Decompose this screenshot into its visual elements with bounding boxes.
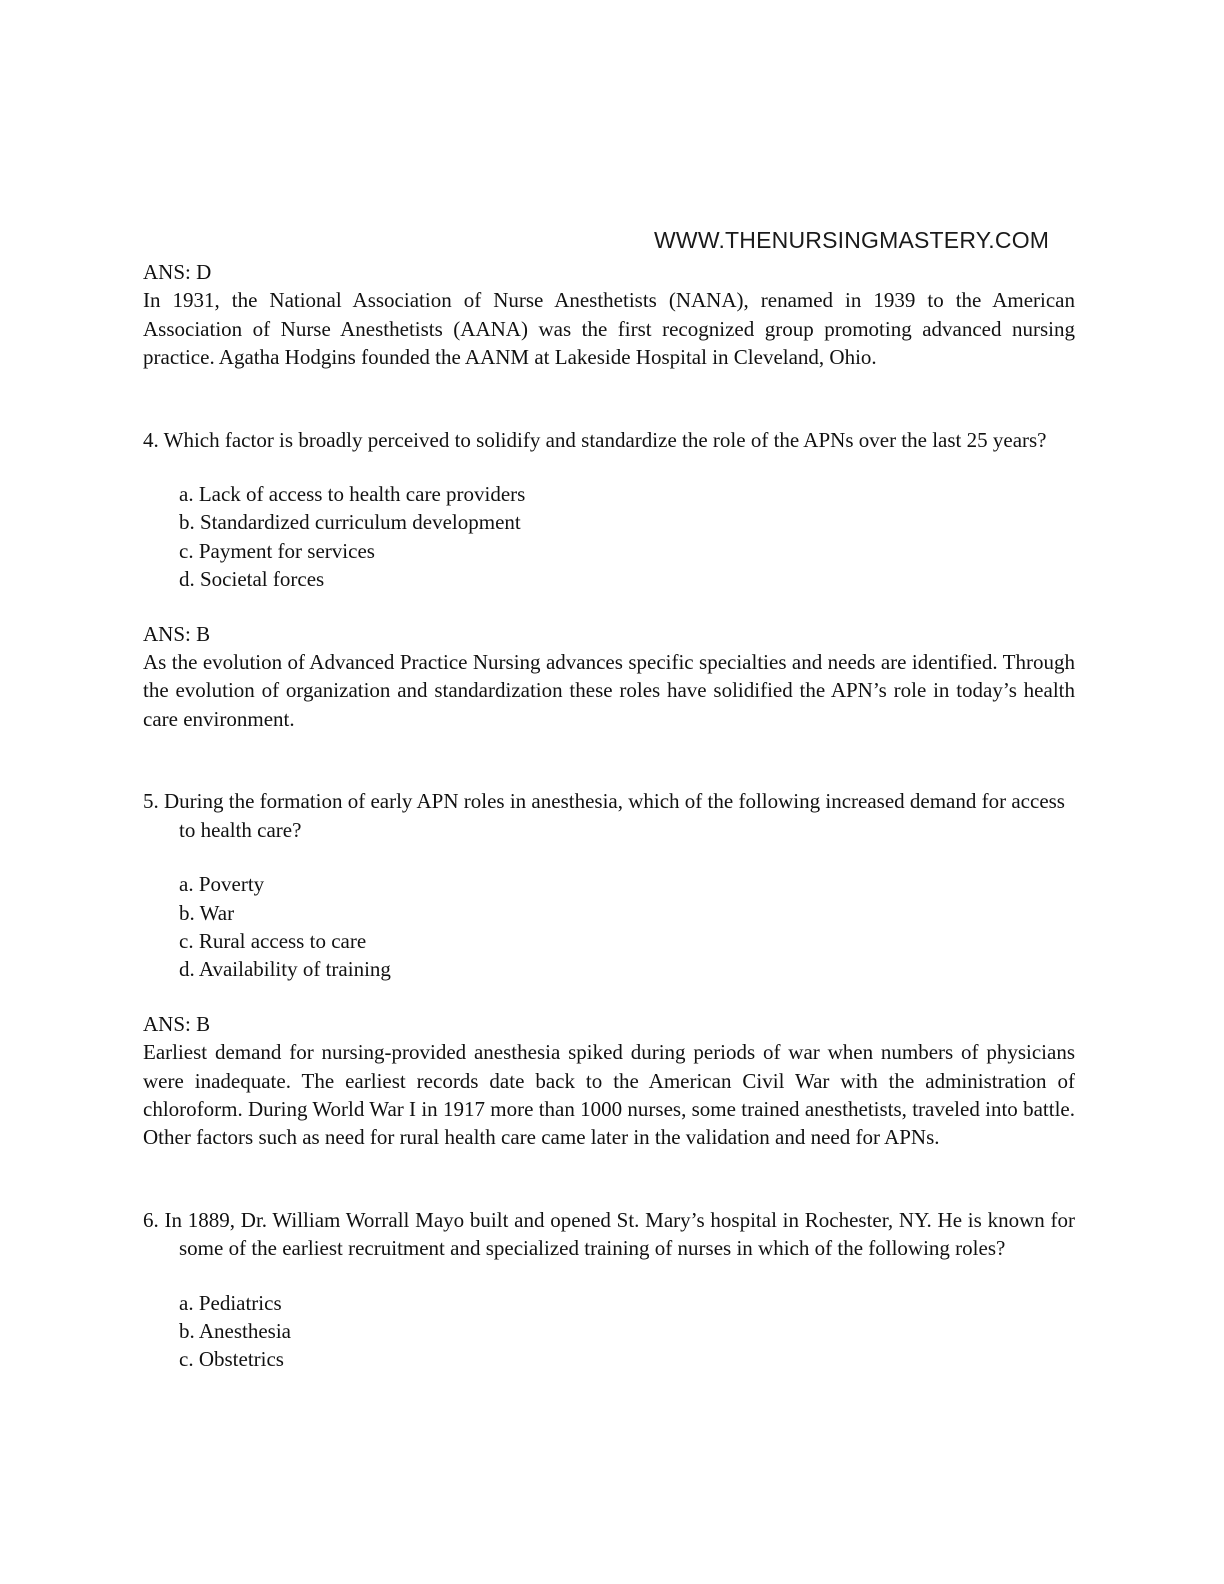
answer-label: ANS: B	[143, 621, 211, 646]
answer-label: ANS: B	[143, 1011, 211, 1036]
document-body	[143, 258, 1075, 1374]
question-5	[143, 787, 1075, 1151]
question-stem: 4. Which factor is broadly perceived to solidify and standardize the role of the APNs over the last 25 years?	[143, 427, 1047, 452]
option-c: c. Payment for services	[179, 538, 375, 563]
option-d: d. Availability of training	[179, 957, 391, 982]
option-list	[143, 480, 1075, 594]
option-a: a. Pediatrics	[179, 1290, 282, 1315]
answer-label: ANS: D	[143, 260, 212, 284]
option-list	[143, 1289, 1075, 1374]
question-4	[143, 426, 1075, 734]
answer-rationale: Earliest demand for nursing-provided anesthesia spiked during periods of war when numbers of physicians were inadequate. The earliest records date back to the American Civil War with the administration of chloroform. During World War I in 1917 more than 1000 nurses, some trained anesthetists, traveled into battle. Other factors such as need for rural health care came later in the validation and need for APNs.	[143, 1040, 1075, 1150]
option-b: b. Anesthesia	[179, 1318, 291, 1343]
answer-block-q3	[143, 258, 1075, 372]
answer-rationale: As the evolution of Advanced Practice Nursing advances specific specialties and needs are identified. Through the evolution of organization and standardization these roles have solidified the APN’s role in today’s health care environment.	[143, 650, 1075, 731]
option-b: b. War	[179, 900, 235, 925]
answer-rationale: In 1931, the National Association of Nurse Anesthetists (NANA), renamed in 1939 to the American Association of Nurse Anesthetists (AANA) was the first recognized group promoting advanced nursing practice. Agatha Hodgins founded the AANM at Lakeside Hospital in Cleveland, Ohio.	[143, 288, 1075, 370]
option-d: d. Societal forces	[179, 567, 325, 592]
question-stem: 5. During the formation of early APN roles in anesthesia, which of the following increased demand for access to health care?	[143, 789, 1065, 842]
option-a: a. Poverty	[179, 872, 265, 897]
question-6	[143, 1206, 1075, 1374]
question-stem: 6. In 1889, Dr. William Worrall Mayo built and opened St. Mary’s hospital in Rochester, NY. He is known for some of the earliest recruitment and specialized training of nurses in which of the following roles?	[143, 1207, 1075, 1261]
option-c: c. Rural access to care	[179, 928, 367, 953]
option-list	[143, 870, 1075, 984]
option-a: a. Lack of access to health care providers	[179, 482, 526, 507]
site-watermark: WWW.THENURSINGMASTERY.COM	[654, 227, 1050, 253]
option-c: c. Obstetrics	[179, 1347, 284, 1372]
option-b: b. Standardized curriculum development	[179, 510, 521, 535]
